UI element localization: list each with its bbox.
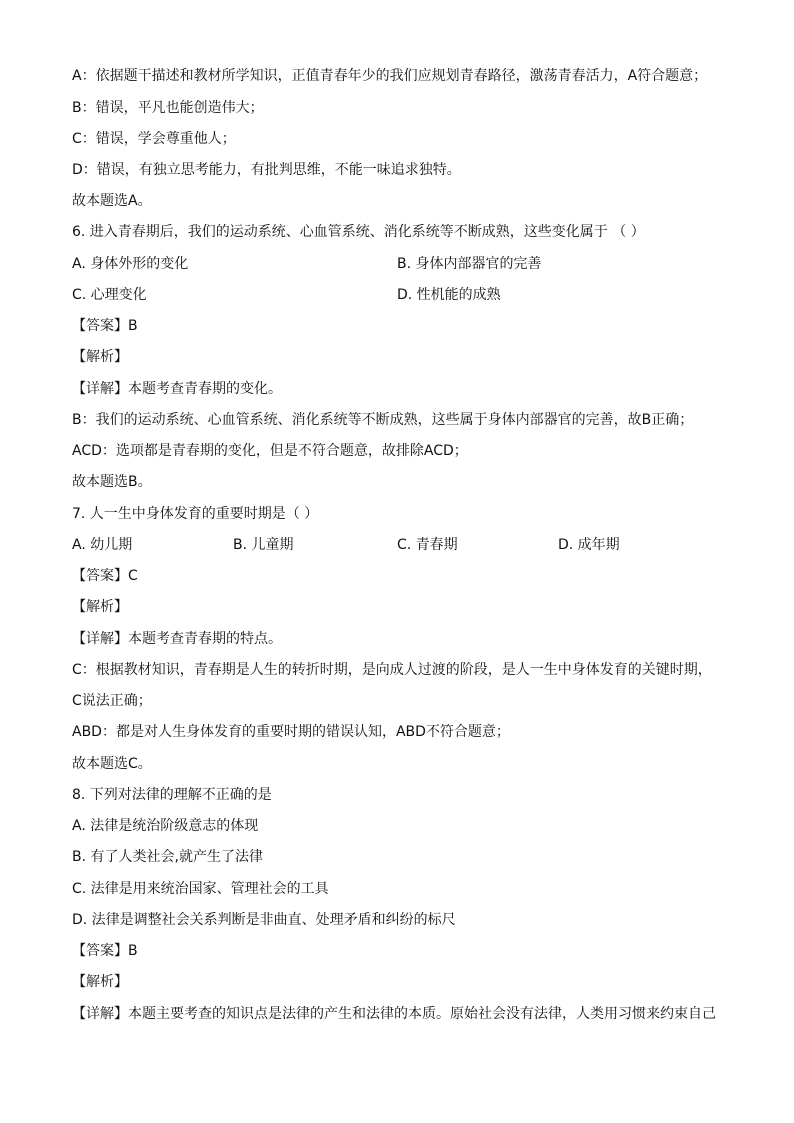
question-6: 6. 进入青春期后，我们的运动系统、心血管系统、消化系统等不断成熟，这些变化属于 （ ） [72,224,645,240]
text-line: C说法正确； [72,693,152,709]
text-line: 故本题选A。 [72,193,152,209]
detail-6: 【详解】本题考查青春期的变化。 [72,381,282,397]
q8-option-d: D. 法律是调整社会关系判断是非曲直、处理矛盾和纠纷的标尺 [72,912,456,928]
q6-option-c: C. 心理变化 [72,287,147,303]
text-line: C：错误，学会尊重他人； [72,131,236,147]
text-line: ACD：选项都是青春期的变化，但是不符合题意，故排除ACD； [72,443,468,459]
question-8: 8. 下列对法律的理解不正确的是 [72,787,272,803]
answer-7: 【答案】C [72,568,138,584]
analysis-heading: 【解析】 [72,349,128,365]
text-line: B：错误，平凡也能创造伟大； [72,100,264,116]
detail-8: 【详解】本题主要考查的知识点是法律的产生和法律的本质。原始社会没有法律，人类用习惯来约束自己 [72,1006,716,1022]
q6-option-d: D. 性机能的成熟 [397,287,501,303]
text-line: C：根据教材知识，青春期是人生的转折时期，是向成人过渡的阶段，是人一生中身体发育的关键时期， [72,662,712,678]
q7-option-d: D. 成年期 [558,537,620,553]
analysis-heading: 【解析】 [72,599,128,615]
text-line: D：错误，有独立思考能力，有批判思维，不能一味追求独特。 [72,162,461,178]
q8-option-b: B. 有了人类社会,就产生了法律 [72,849,263,865]
answer-6: 【答案】B [72,318,138,334]
text-line: 故本题选B。 [72,474,152,490]
question-7: 7. 人一生中身体发育的重要时期是（ ） [72,506,319,522]
q8-option-a: A. 法律是统治阶级意志的体现 [72,818,259,834]
text-line: ABD：都是对人生身体发育的重要时期的错误认知，ABD不符合题意； [72,724,510,740]
answer-8: 【答案】B [72,943,138,959]
text-line: B：我们的运动系统、心血管系统、消化系统等不断成熟，这些属于身体内部器官的完善，故B正确； [72,412,694,428]
detail-7: 【详解】本题考查青春期的特点。 [72,631,282,647]
q6-option-b: B. 身体内部器官的完善 [397,256,542,272]
q6-option-a: A. 身体外形的变化 [72,256,189,272]
q7-option-b: B. 儿童期 [233,537,294,553]
q7-option-a: A. 幼儿期 [72,537,133,553]
q8-option-c: C. 法律是用来统治国家、管理社会的工具 [72,881,329,897]
text-line: 故本题选C。 [72,756,152,772]
analysis-heading: 【解析】 [72,974,128,990]
text-line: A：依据题干描述和教材所学知识，正值青春年少的我们应规划青春路径，激荡青春活力，A符合题意； [72,68,708,84]
q7-option-c: C. 青春期 [397,537,458,553]
